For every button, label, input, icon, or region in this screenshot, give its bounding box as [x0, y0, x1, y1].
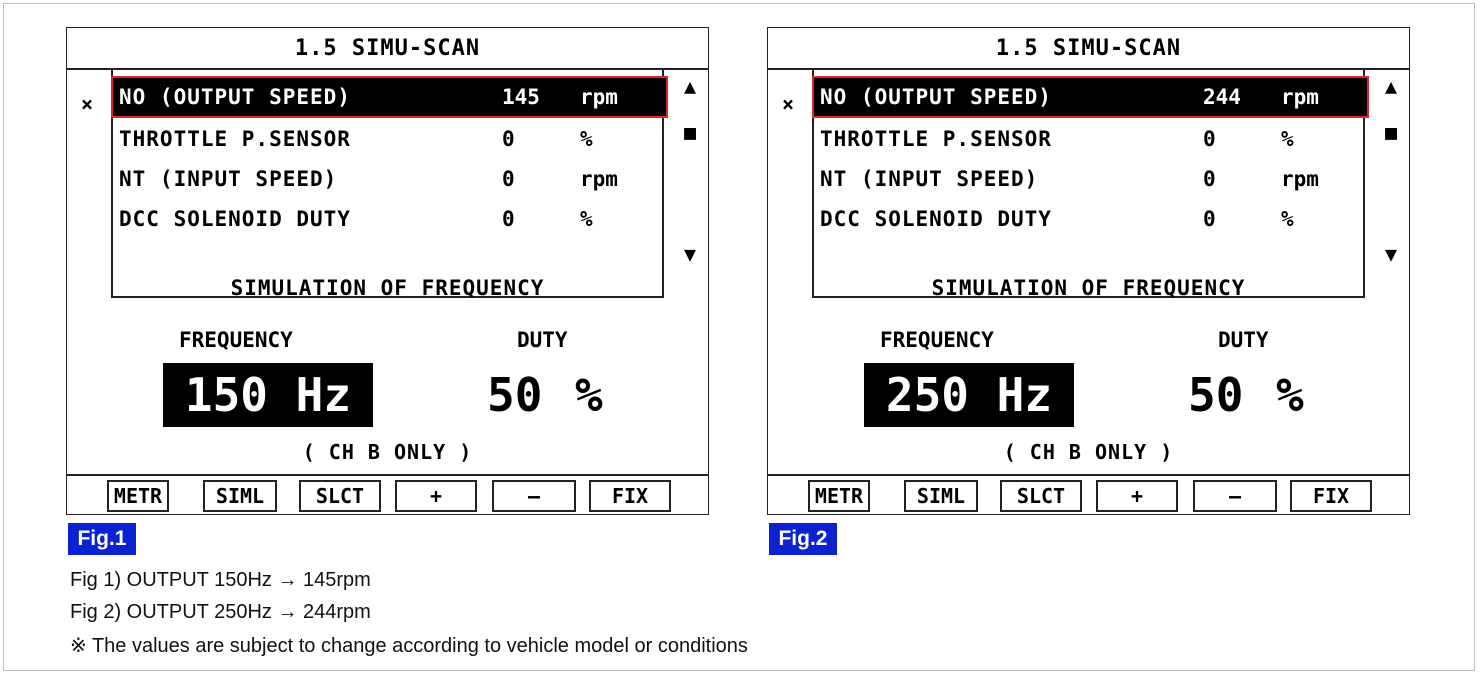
simulation-title: SIMULATION OF FREQUENCY: [230, 276, 545, 300]
row-value: 145: [502, 85, 540, 109]
row-value: 0: [1203, 167, 1216, 191]
sensor-list: [812, 70, 1365, 298]
scroll-down-icon[interactable]: ▼: [1384, 242, 1397, 266]
row-unit: rpm: [1281, 167, 1319, 191]
duty-value: 50: [487, 368, 543, 422]
scroll-up-icon[interactable]: ▲: [683, 74, 696, 98]
row-value: 0: [1203, 127, 1216, 151]
row-label: DCC SOLENOID DUTY: [820, 207, 1052, 231]
plus-button[interactable]: +: [1096, 480, 1178, 512]
list-item-input-speed[interactable]: [814, 160, 1367, 198]
fix-button[interactable]: FIX: [1290, 480, 1372, 512]
selected-marker-icon: ×: [81, 92, 94, 116]
list-item-dcc-solenoid-duty[interactable]: [113, 200, 666, 238]
row-label: DCC SOLENOID DUTY: [119, 207, 351, 231]
row-value: 0: [1203, 207, 1216, 231]
row-unit: %: [580, 127, 593, 151]
frequency-label: FREQUENCY: [179, 328, 293, 352]
frequency-label: FREQUENCY: [880, 328, 994, 352]
row-value: 244: [1203, 85, 1241, 109]
row-unit: rpm: [580, 167, 618, 191]
row-unit: %: [580, 207, 593, 231]
slct-button[interactable]: SLCT: [299, 480, 381, 512]
siml-button[interactable]: SIML: [904, 480, 978, 512]
scan-screen-1: [66, 27, 709, 515]
duty-value: 50: [1188, 368, 1244, 422]
scroll-down-icon[interactable]: ▼: [683, 242, 696, 266]
row-label: NO (OUTPUT SPEED): [119, 85, 351, 109]
row-label: NT (INPUT SPEED): [119, 167, 338, 191]
note-fig1: Fig 1) OUTPUT 150Hz → 145rpm: [70, 569, 371, 591]
row-label: THROTTLE P.SENSOR: [119, 127, 351, 151]
list-item-input-speed[interactable]: [113, 160, 666, 198]
function-key-bar: [67, 474, 708, 516]
row-unit: rpm: [580, 85, 618, 109]
row-unit: %: [1281, 207, 1294, 231]
row-value: 0: [502, 207, 515, 231]
channel-note: ( CH B ONLY ): [1003, 440, 1174, 464]
scroll-thumb-icon[interactable]: ■: [683, 120, 696, 144]
metr-button[interactable]: METR: [808, 480, 870, 512]
figure-label: Fig.2: [769, 523, 837, 555]
row-value: 0: [502, 167, 515, 191]
metr-button[interactable]: METR: [107, 480, 169, 512]
duty-unit: %: [1276, 368, 1304, 422]
fix-button[interactable]: FIX: [589, 480, 671, 512]
minus-button[interactable]: —: [1193, 480, 1277, 512]
scan-screen-2: [767, 27, 1410, 515]
scroll-up-icon[interactable]: ▲: [1384, 74, 1397, 98]
screen-title: 1.5 SIMU-SCAN: [768, 28, 1409, 70]
channel-note: ( CH B ONLY ): [302, 440, 473, 464]
figure-label: Fig.1: [68, 523, 136, 555]
frequency-value[interactable]: 250 Hz: [864, 363, 1074, 427]
duty-label: DUTY: [1218, 328, 1269, 352]
scroll-thumb-icon[interactable]: ■: [1384, 120, 1397, 144]
siml-button[interactable]: SIML: [203, 480, 277, 512]
sensor-list: [111, 70, 664, 298]
list-item-output-speed[interactable]: [113, 78, 666, 116]
selected-marker-icon: ×: [782, 92, 795, 116]
plus-button[interactable]: +: [395, 480, 477, 512]
row-label: THROTTLE P.SENSOR: [820, 127, 1052, 151]
screen-title: 1.5 SIMU-SCAN: [67, 28, 708, 70]
list-item-throttle-sensor[interactable]: [113, 120, 666, 158]
note-disclaimer: ※ The values are subject to change according to vehicle model or conditions: [70, 635, 748, 657]
minus-button[interactable]: —: [492, 480, 576, 512]
row-unit: rpm: [1281, 85, 1319, 109]
row-value: 0: [502, 127, 515, 151]
simulation-title: SIMULATION OF FREQUENCY: [931, 276, 1246, 300]
list-item-throttle-sensor[interactable]: [814, 120, 1367, 158]
list-item-dcc-solenoid-duty[interactable]: [814, 200, 1367, 238]
frequency-value[interactable]: 150 Hz: [163, 363, 373, 427]
row-unit: %: [1281, 127, 1294, 151]
row-label: NO (OUTPUT SPEED): [820, 85, 1052, 109]
list-item-output-speed[interactable]: [814, 78, 1367, 116]
duty-unit: %: [575, 368, 603, 422]
row-label: NT (INPUT SPEED): [820, 167, 1039, 191]
duty-label: DUTY: [517, 328, 568, 352]
function-key-bar: [768, 474, 1409, 516]
note-fig2: Fig 2) OUTPUT 250Hz → 244rpm: [70, 601, 371, 623]
slct-button[interactable]: SLCT: [1000, 480, 1082, 512]
